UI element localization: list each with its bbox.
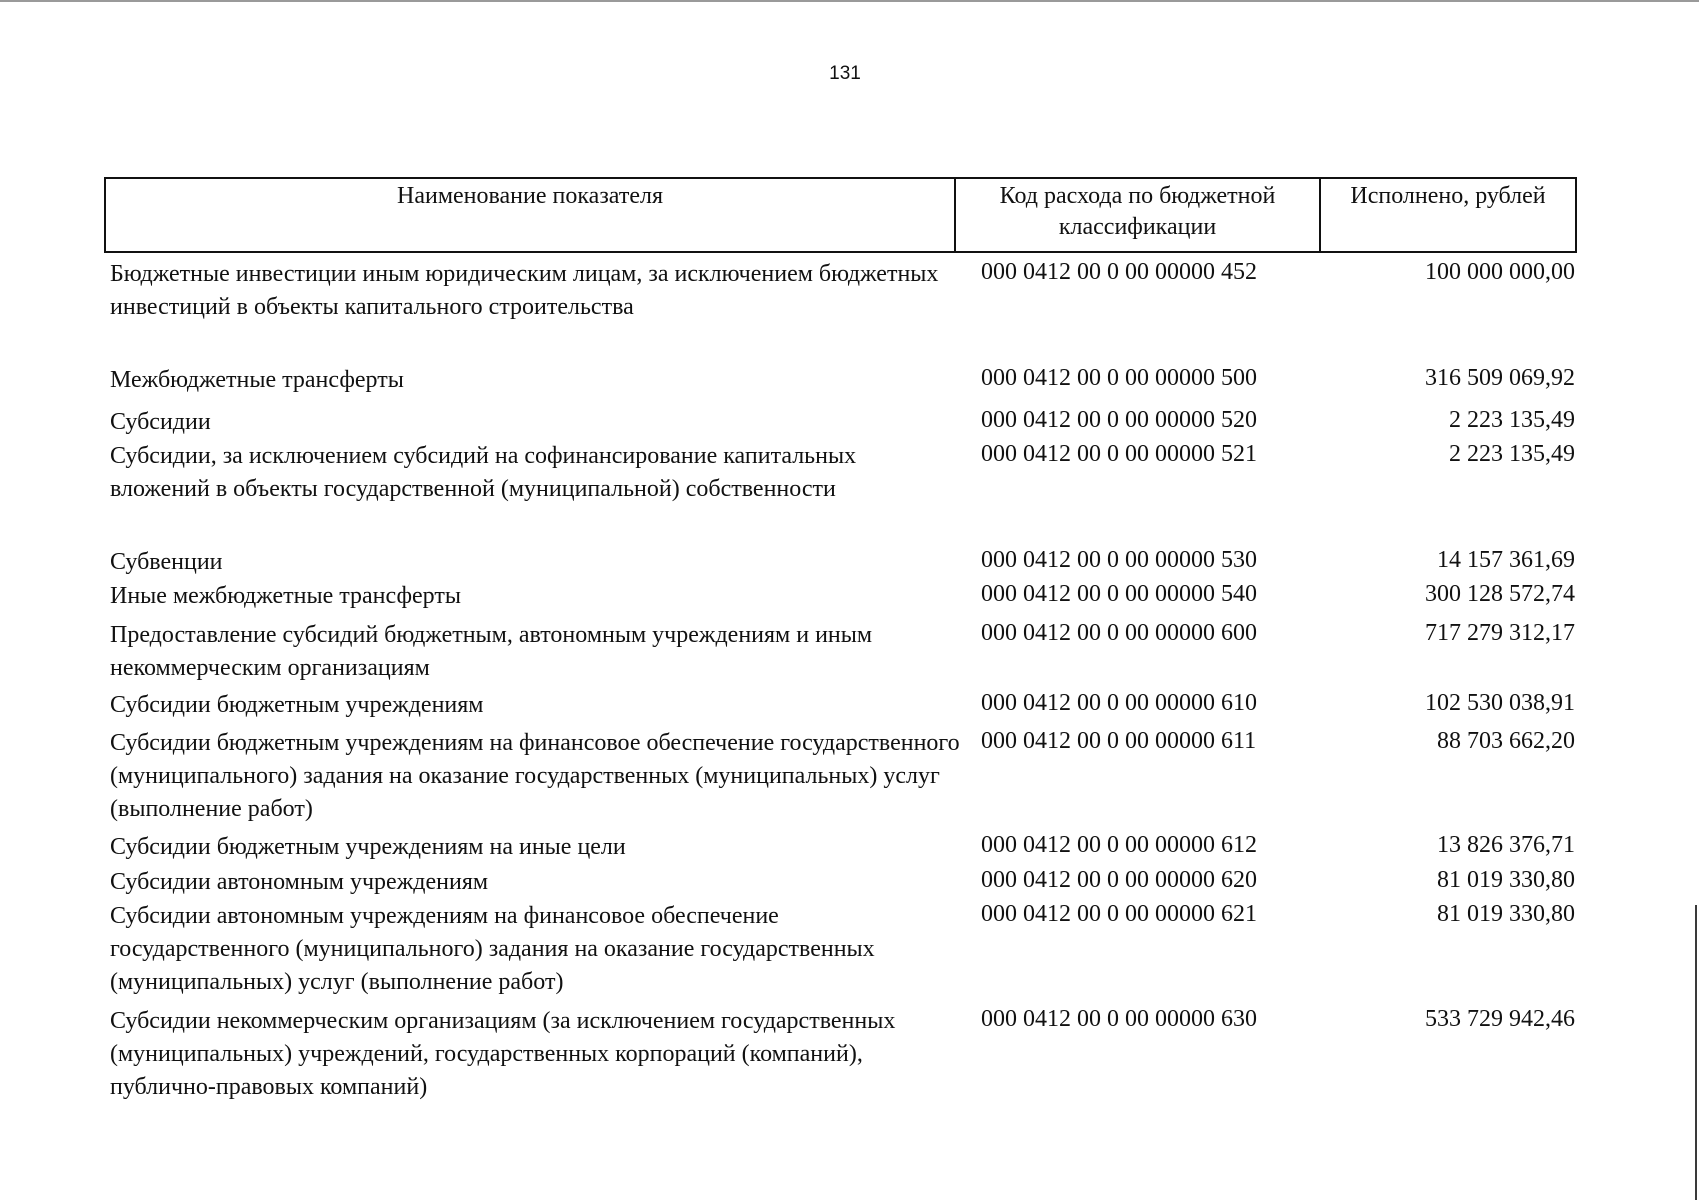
row-amount: 14 157 361,69 xyxy=(1437,547,1575,573)
row-code: 000 0412 00 0 00 00000 612 xyxy=(981,832,1257,858)
header-amount-column: Исполнено, рублей xyxy=(1350,183,1546,209)
row-name: Субсидии, за исключением субсидий на софинансирование капитальных вложений в объекты государственной (муниципальной) собственности xyxy=(110,443,857,502)
row-name: Субвенции xyxy=(110,549,223,575)
row-code: 000 0412 00 0 00 00000 611 xyxy=(981,728,1257,754)
row-name: Субсидии бюджетным учреждениям на финансовое обеспечение государственного (муниципального) задания на оказание государственных (муниципальных) услуг (выполнение работ) xyxy=(110,730,960,822)
row-amount: 717 279 312,17 xyxy=(1425,620,1575,646)
row-amount: 88 703 662,20 xyxy=(1437,728,1575,754)
row-code: 000 0412 00 0 00 00000 621 xyxy=(981,901,1257,927)
row-amount: 2 223 135,49 xyxy=(1449,407,1575,433)
row-amount: 13 826 376,71 xyxy=(1437,832,1575,858)
row-amount: 316 509 069,92 xyxy=(1425,365,1575,391)
row-name: Субсидии автономным учреждениям xyxy=(110,869,489,895)
row-amount: 533 729 942,46 xyxy=(1425,1006,1575,1032)
row-amount: 100 000 000,00 xyxy=(1425,259,1575,285)
scan-edge-line xyxy=(1695,905,1697,1200)
row-code: 000 0412 00 0 00 00000 600 xyxy=(981,620,1257,646)
header-name-column: Наименование показателя xyxy=(106,179,956,251)
row-name: Межбюджетные трансферты xyxy=(110,367,404,393)
page-number: 131 xyxy=(829,63,861,84)
row-name: Субсидии бюджетным учреждениям на иные цели xyxy=(110,834,626,860)
row-amount: 102 530 038,91 xyxy=(1425,690,1575,716)
row-code: 000 0412 00 0 00 00000 500 xyxy=(981,365,1257,391)
row-amount: 300 128 572,74 xyxy=(1425,581,1575,607)
row-code: 000 0412 00 0 00 00000 540 xyxy=(981,581,1257,607)
row-amount: 2 223 135,49 xyxy=(1449,441,1575,467)
row-name: Иные межбюджетные трансферты xyxy=(110,583,461,609)
row-name: Предоставление субсидий бюджетным, автономным учреждениям и иным некоммерческим организациям xyxy=(110,622,873,681)
row-code: 000 0412 00 0 00 00000 610 xyxy=(981,690,1257,716)
row-code: 000 0412 00 0 00 00000 520 xyxy=(981,407,1257,433)
row-name: Субсидии бюджетным учреждениям xyxy=(110,692,484,718)
row-name: Бюджетные инвестиции иным юридическим лицам, за исключением бюджетных инвестиций в объекты капитального строительства xyxy=(110,261,939,320)
row-code: 000 0412 00 0 00 00000 452 xyxy=(981,259,1257,285)
row-code: 000 0412 00 0 00 00000 620 xyxy=(981,867,1257,893)
row-name: Субсидии некоммерческим организациям (за исключением государственных (муниципальных) учреждений, государственных корпораций (компаний), публично-правовых компаний) xyxy=(110,1008,896,1100)
row-name: Субсидии автономным учреждениям на финансовое обеспечение государственного (муниципального) задания на оказание государственных (муниципальных) услуг (выполнение работ) xyxy=(110,903,875,995)
header-code-column: Код расхода по бюджетной классификации xyxy=(956,179,1321,251)
row-name: Субсидии xyxy=(110,409,211,435)
row-amount: 81 019 330,80 xyxy=(1437,901,1575,927)
row-code: 000 0412 00 0 00 00000 530 xyxy=(981,547,1257,573)
row-code: 000 0412 00 0 00 00000 630 xyxy=(981,1006,1257,1032)
row-code: 000 0412 00 0 00 00000 521 xyxy=(981,441,1257,467)
row-amount: 81 019 330,80 xyxy=(1437,867,1575,893)
